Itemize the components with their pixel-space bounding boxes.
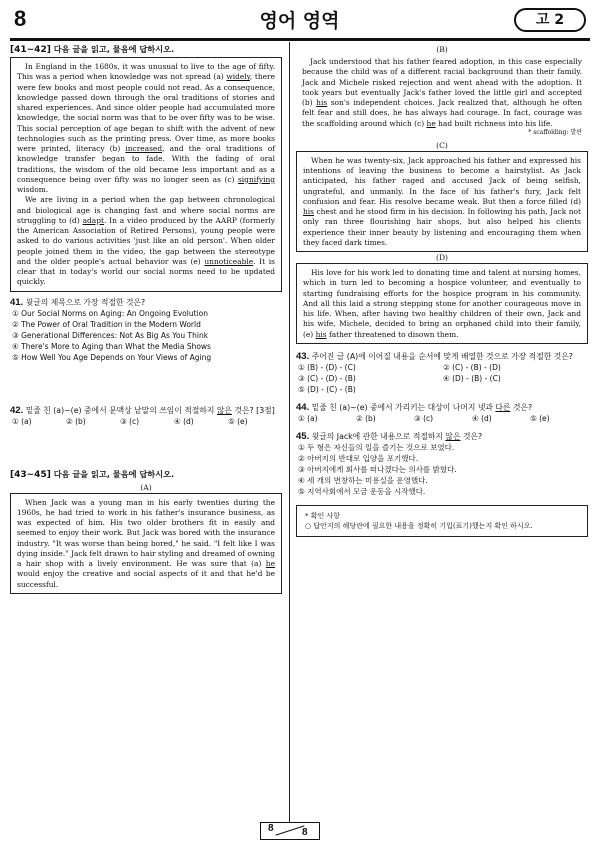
question-45-options <box>296 442 588 497</box>
column-divider <box>289 42 290 822</box>
set1-range: [41~42] <box>10 45 51 55</box>
underline-c: he <box>426 118 436 128</box>
option-43-2[interactable]: ② (C) - (B) - (D) <box>443 362 501 372</box>
underline-e: unnoticeable <box>204 256 254 266</box>
option-45-1[interactable]: ① 두 형은 자신들의 일을 즐기는 것으로 보였다. <box>298 442 455 452</box>
option-43-1[interactable]: ① (B) - (D) - (C) <box>298 362 356 372</box>
question-42-options <box>10 416 282 427</box>
option-41-3[interactable]: ③ Generational Differences: Not As Big As You Think <box>12 330 209 340</box>
passage-41-paragraph-1: In England in the 1680s, it was unusual to live to the age of fifty. This was a period when knowledge was not spread (a) widely, there were few books and most people could not read. As a consequence, knowledge passed down through the oral traditions of stories and shared experiences. And since older people had accumulated more knowledge, the social norm was that to be over fifty was to be wise. This social perception of age began to shift with the advent of new technologies such as the printing press. Over time, as more books were printed, literacy (b) increased, and the oral traditions of knowledge transfer began to fade. With the fading of oral traditions, the wisdom of the old became less important and as a consequence being over fifty was no longer seen as (c) signifying wisdom. <box>17 62 275 194</box>
option-41-2[interactable]: ② The Power of Oral Tradition in the Modern World <box>12 319 201 329</box>
set1-instruction <box>10 44 282 55</box>
option-41-5[interactable]: ⑤ How Well You Age Depends on Your Views of Aging <box>12 352 212 362</box>
check-notice-body: ○ 답안지의 해당란에 필요한 내용을 정확히 기입(표기)했는지 확인 하시오. <box>305 521 533 530</box>
option-44-1[interactable]: ① (a) <box>298 413 318 423</box>
part-b-label: (B) <box>436 45 448 54</box>
page-number: 8 <box>14 6 27 31</box>
part-a-label: (A) <box>140 482 152 492</box>
question-44-number: 44. <box>296 401 310 413</box>
part-c-label: (C) <box>436 140 448 150</box>
question-42-number: 42. <box>10 404 24 416</box>
footer-total-pages: 8 <box>302 827 308 838</box>
section-title: 영어 영역 <box>259 10 340 32</box>
check-notice-box <box>296 505 588 537</box>
option-41-4[interactable]: ④ There's More to Aging than What the Media Shows <box>12 341 211 351</box>
passage-41-paragraph-2: We are living in a period when the gap between chronological and biological age is changing fast and where social norms are struggling to (d) adapt. In a video produced by the AARP (formerly the American Association of Retired Persons), young people were asked to do various activities 'just like an old person'. When older people joined them in the video, the gap between the stereotype and the older people's actual behavior was (e) unnoticeable. It is clear that in today's world our social norms need to be updated quickly. <box>17 195 275 287</box>
option-43-3[interactable]: ③ (C) - (D) - (B) <box>298 373 356 383</box>
left-column <box>10 44 282 594</box>
option-42-3[interactable]: ③ (c) <box>120 416 140 426</box>
option-44-5[interactable]: ⑤ (e) <box>530 413 550 423</box>
question-41-number: 41. <box>10 296 24 308</box>
question-43-number: 43. <box>296 350 310 362</box>
underline-e: his <box>315 329 327 339</box>
set2-range: [43~45] <box>10 469 51 480</box>
underline-c: signifying <box>237 174 275 184</box>
question-44-options <box>296 413 588 424</box>
footer-current-page: 8 <box>268 823 274 834</box>
option-44-4[interactable]: ④ (d) <box>472 413 492 423</box>
question-43 <box>296 351 588 362</box>
page-footer <box>260 822 320 842</box>
set1-instruction-text: 다음 글을 읽고, 물음에 답하시오. <box>53 44 175 54</box>
page-header <box>0 0 599 40</box>
question-44: 44. 밑줄 친 (a)~(e) 중에서 가리키는 대상이 나머지 넷과 다른 것은? <box>296 401 533 413</box>
passage-41-42 <box>10 57 282 292</box>
question-43-options <box>296 362 588 395</box>
header-rule <box>10 38 590 41</box>
right-column <box>296 44 588 537</box>
option-43-4[interactable]: ④ (D) - (B) - (C) <box>443 373 501 383</box>
part-d-label: (D) <box>435 253 448 262</box>
option-45-5[interactable]: ⑤ 지역사회에서 모금 운동을 시작했다. <box>298 486 426 496</box>
underline-d: his <box>303 207 314 216</box>
option-41-1[interactable]: ① Our Social Norms on Aging: An Ongoing Evolution <box>12 308 208 318</box>
underline-a: he <box>265 559 275 568</box>
option-42-5[interactable]: ⑤ (e) <box>228 416 248 426</box>
footnote: * scaffolding: 발판 <box>528 128 582 136</box>
passage-b: Jack understood that his father feared adoption, in this case especially because the child was of a different racial background than their family. Jack and Michele risked rejection and went ahead with the adoption. It took years but eventually Jack's father loved the little girl and accepted (b) his son's independent choices. Jack realized that, although he often felt fear and still does, he has always had courage. In fact, courage was the scaffolding around which (c) he had built richness into his life. * scaffolding: 발판 <box>302 57 583 136</box>
grade-badge: 고 2 <box>514 8 586 32</box>
passage-a: When Jack was a young man in his early twenties during the 1960s, he had tried to work in his father's insurance business, as was expected of him. His two older brothers fit in easily and seemed to enjoy their work. But Jack was bored with the insurance industry. "It was worse than being bored," he said. "I felt like I was dying inside." Jack felt drawn to hair styling and dreamed of owning a hair shop with a lively environment. He was sure that (a) he would enjoy the creative and social aspects of it and that he'd be successful. <box>10 493 282 594</box>
underline-d: adapt <box>82 215 104 225</box>
question-45-number: 45. <box>296 430 310 442</box>
question-41-options <box>10 308 282 363</box>
question-42: 42. 밑줄 친 (a)~(e) 중에서 문맥상 낱말의 쓰임이 적절하지 않은 것은? [3점] <box>10 404 275 416</box>
option-42-2[interactable]: ② (b) <box>66 416 86 426</box>
underline-a: widely <box>226 72 250 82</box>
check-notice-title: * 확인 사항 <box>305 511 340 520</box>
option-45-4[interactable]: ④ 세 개의 번창하는 미용실을 운영했다. <box>298 475 428 485</box>
set2-instruction <box>10 469 282 480</box>
option-42-4[interactable]: ④ (d) <box>174 416 194 426</box>
option-42-1[interactable]: ① (a) <box>12 416 32 426</box>
option-43-5[interactable]: ⑤ (D) - (C) - (B) <box>298 384 356 394</box>
passage-c: When he was twenty-six, Jack approached his father and expressed his intentions of leaving the business to become a hairstylist. As Jack anticipated, his father raged and accused Jack of being selfish, ungrateful, and unmanly. In the face of his father's fury, Jack felt confusion and fear. His resolve became weak. But then a force filled (d) his chest and he stood firm in his decision. In following his path, Jack not only ran three flourishing hair shops, but also helped his clients experience their inner beauty by listening and encouraging them when they faced dark times. <box>296 151 588 252</box>
passage-d: His love for his work led to donating time and talent at nursing homes, which in turn led to becoming a hospice volunteer, and eventually to starting fundraising efforts for the hospice program in his community. And all this laid a strong stepping stone for another courageous move in his life. When, after having two healthy children of their own, Jack and his wife, Michele, decided to bring an orphaned child into their family, (e) his father threatened to disown them. <box>296 263 588 344</box>
question-43-text: 주어진 글 (A)에 이어질 내용을 순서에 맞게 배열한 것으로 가장 적절한 것은? <box>311 351 573 361</box>
option-45-2[interactable]: ② 아버지의 반대로 입양을 포기했다. <box>298 453 419 463</box>
question-41 <box>10 297 282 308</box>
underline-b: increased <box>125 144 163 153</box>
option-44-2[interactable]: ② (b) <box>356 413 376 423</box>
option-45-3[interactable]: ③ 아버지에게 회사를 떠나겠다는 의사를 밝혔다. <box>298 464 457 474</box>
option-44-3[interactable]: ③ (c) <box>414 413 434 423</box>
question-41-text: 윗글의 제목으로 가장 적절한 것은? <box>25 297 146 307</box>
set2-instruction-text: 다음 글을 읽고, 물음에 답하시오. <box>53 468 175 479</box>
underline-b: his <box>316 98 328 107</box>
question-45: 45. 윗글의 Jack에 관한 내용으로 적절하지 않은 것은? <box>296 430 483 442</box>
